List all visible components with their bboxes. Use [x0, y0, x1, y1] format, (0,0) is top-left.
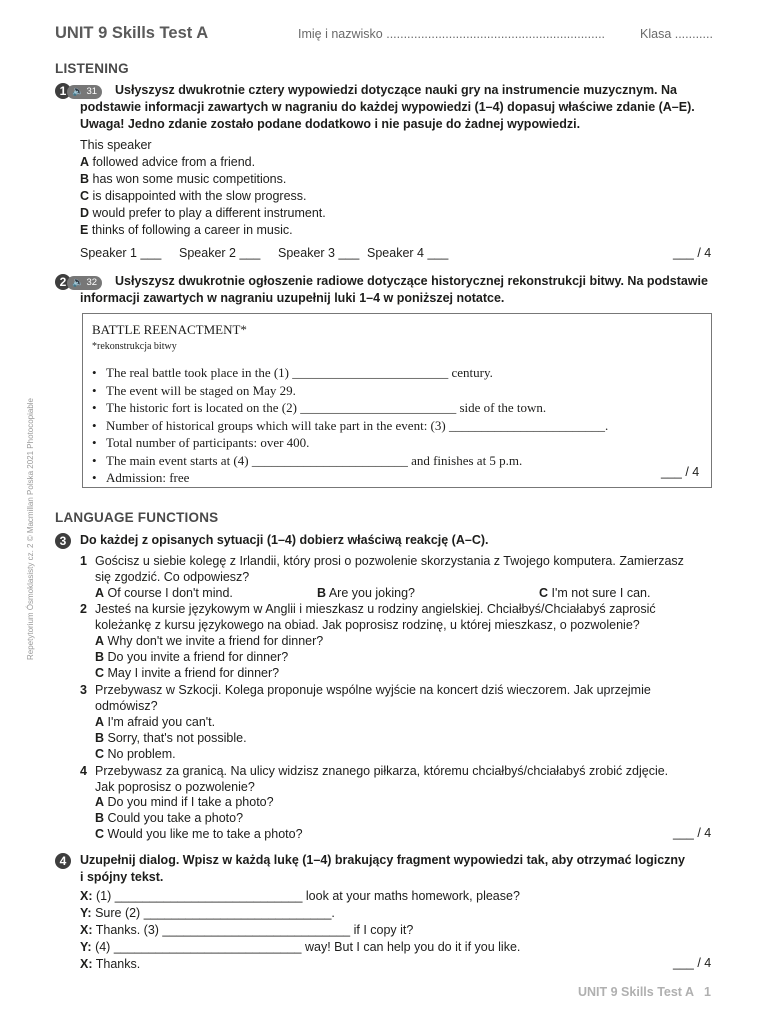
- task4-score: ___ / 4: [673, 956, 712, 970]
- task3-item1-prompt-line2: się zgodzić. Co odpowiesz?: [95, 570, 250, 584]
- audio-track-31: [67, 85, 102, 99]
- page-footer: UNIT 9 Skills Test A 1: [578, 985, 711, 999]
- task3-marker: 3: [55, 533, 71, 549]
- note-bullet-3[interactable]: • The historic fort is located on the (2) ________________________ side of the town.: [92, 399, 608, 417]
- task1-score: ___ / 4: [673, 246, 712, 260]
- task3-item3-option-a[interactable]: A I'm afraid you can't.: [95, 715, 216, 729]
- task2-instruction-line2: informacji zawartych w nagraniu uzupełnij luki 1–4 w poniższej notatce.: [80, 291, 505, 305]
- task1-option-b: B has won some music competitions.: [80, 172, 287, 186]
- note-title: BATTLE REENACTMENT*: [92, 322, 247, 337]
- task3-item2-prompt-line1: Jesteś na kursie językowym w Anglii i mieszkasz u rodziny angielskiej. Chciałbyś/Chciałabyś zaprosić: [95, 602, 656, 616]
- note-bullet-7: • Admission: free: [92, 469, 608, 487]
- task3-item2-option-a[interactable]: A Why don't we invite a friend for dinner?: [95, 634, 324, 648]
- task3-item1-prompt-line1: Gościsz u siebie kolegę z Irlandii, który prosi o pozwolenie skorzystania z Twojego komputera. Zamierzasz: [95, 554, 684, 568]
- task3-item2-number: 2: [80, 602, 87, 616]
- speaker-4-answer[interactable]: Speaker 4 ___: [367, 246, 449, 260]
- task2-instruction-line1: Usłyszysz dwukrotnie ogłoszenie radiowe dotyczące historycznej rekonstrukcji bitwy. Na podstawie: [115, 274, 708, 288]
- task4-marker: 4: [55, 853, 71, 869]
- task1-number: 1: [55, 83, 71, 99]
- task1-lead: This speaker: [80, 138, 152, 152]
- dialog-line-5: X: Thanks.: [80, 957, 141, 971]
- battle-reenactment-note: [82, 313, 712, 488]
- dialog-line-4[interactable]: Y: (4) ___________________________ way! But I can help you do it if you like.: [80, 940, 521, 954]
- task2-marker: [55, 274, 102, 290]
- task4-instruction-line2: i spójny tekst.: [80, 870, 164, 884]
- speaker-icon: 🔈: [72, 85, 84, 97]
- task1-option-a: A followed advice from a friend.: [80, 155, 256, 169]
- task3-item4-option-c[interactable]: C Would you like me to take a photo?: [95, 827, 303, 841]
- note-bullet-4[interactable]: • Number of historical groups which will take part in the event: (3) ________________________.: [92, 417, 608, 435]
- task2-number: 2: [55, 274, 71, 290]
- task1-marker: [55, 83, 102, 99]
- task4-instruction-line1: Uzupełnij dialog. Wpisz w każdą lukę (1–4) brakujący fragment wypowiedzi tak, aby otrzymać logiczny: [80, 853, 686, 867]
- audio-track-32: [67, 276, 102, 290]
- task1-option-c: C is disappointed with the slow progress.: [80, 189, 307, 203]
- note-bullet-2: • The event will be staged on May 29.: [92, 382, 608, 400]
- task3-item2-option-b[interactable]: B Do you invite a friend for dinner?: [95, 650, 289, 664]
- task3-item2-option-c[interactable]: C May I invite a friend for dinner?: [95, 666, 280, 680]
- note-bullet-list: [92, 364, 608, 487]
- task3-item1-number: 1: [80, 554, 87, 568]
- note-footnote: *rekonstrukcja bitwy: [92, 341, 177, 352]
- note-bullet-6[interactable]: • The main event starts at (4) ________________________ and finishes at 5 p.m.: [92, 452, 608, 470]
- task3-item3-prompt-line1: Przebywasz w Szkocji. Kolega proponuje wspólne wyjście na koncert dziś wieczorem. Jak uprzejmie: [95, 683, 651, 697]
- dialog-line-3[interactable]: X: Thanks. (3) ___________________________ if I copy it?: [80, 923, 414, 937]
- note-bullet-1[interactable]: • The real battle took place in the (1) ________________________ century.: [92, 364, 608, 382]
- task3-item3-option-c[interactable]: C No problem.: [95, 747, 176, 761]
- task3-score: ___ / 4: [673, 826, 712, 840]
- task3-item1-option-c[interactable]: C I'm not sure I can.: [539, 586, 651, 600]
- task3-item4-option-a[interactable]: A Do you mind if I take a photo?: [95, 795, 274, 809]
- task3-item4-prompt-line1: Przebywasz za granicą. Na ulicy widzisz znanego piłkarza, któremu chciałbyś/chciałabyś zrobić zdjęcie.: [95, 764, 669, 778]
- speaker-3-answer[interactable]: Speaker 3 ___: [278, 246, 360, 260]
- language-functions-heading: LANGUAGE FUNCTIONS: [55, 510, 219, 525]
- task3-item3-number: 3: [80, 683, 87, 697]
- task3-item1-option-a[interactable]: A Of course I don't mind.: [95, 586, 233, 600]
- task3-item3-prompt-line2: odmówisz?: [95, 699, 158, 713]
- speaker-2-answer[interactable]: Speaker 2 ___: [179, 246, 261, 260]
- listening-heading: LISTENING: [55, 61, 129, 76]
- task3-item2-prompt-line2: koleżankę z kursu językowego na obiad. Jak poprosisz rodzinę, u której mieszkasz, o pozwolenie?: [95, 618, 640, 632]
- speaker-1-answer[interactable]: Speaker 1 ___: [80, 246, 162, 260]
- task3-item4-number: 4: [80, 764, 87, 778]
- note-bullet-5: • Total number of participants: over 400.: [92, 434, 608, 452]
- task1-instruction-line1: Usłyszysz dwukrotnie cztery wypowiedzi dotyczące nauki gry na instrumencie muzycznym. Na: [115, 83, 677, 97]
- task1-option-e: E thinks of following a career in music.: [80, 223, 293, 237]
- task1-instruction-line3: Uwaga! Jedno zdanie zostało podane dodatkowo i nie pasuje do żadnej wypowiedzi.: [80, 117, 581, 131]
- dialog-line-1[interactable]: X: (1) ___________________________ look at your maths homework, please?: [80, 889, 520, 903]
- task3-item1-option-b[interactable]: B Are you joking?: [317, 586, 415, 600]
- name-field: Imię i nazwisko ...............................................................: [298, 27, 606, 41]
- task3-item4-option-b[interactable]: B Could you take a photo?: [95, 811, 244, 825]
- audio-track-number: 31: [86, 85, 98, 97]
- copyright-side-text: Repetytorium Ósmoklasisty cz. 2 © Macmillan Polska 2021 Photocopiable: [26, 397, 35, 660]
- dialog-line-2[interactable]: Y: Sure (2) ___________________________.: [80, 906, 335, 920]
- task3-item4-prompt-line2: Jak poprosisz o pozwolenie?: [95, 780, 255, 794]
- class-field: Klasa ...........: [640, 27, 713, 41]
- task1-instruction-line2: podstawie informacji zawartych w nagraniu do każdej wypowiedzi (1–4) dopasuj właściwe zdanie (A–E).: [80, 100, 695, 114]
- page-title: UNIT 9 Skills Test A: [55, 24, 209, 42]
- task3-instruction: Do każdej z opisanych sytuacji (1–4) dobierz właściwą reakcję (A–C).: [80, 533, 489, 547]
- task1-option-d: D would prefer to play a different instrument.: [80, 206, 326, 220]
- task2-score: ___ / 4: [661, 465, 700, 479]
- speaker-icon: 🔈: [72, 276, 84, 288]
- audio-track-number: 32: [86, 276, 98, 288]
- task3-item3-option-b[interactable]: B Sorry, that's not possible.: [95, 731, 247, 745]
